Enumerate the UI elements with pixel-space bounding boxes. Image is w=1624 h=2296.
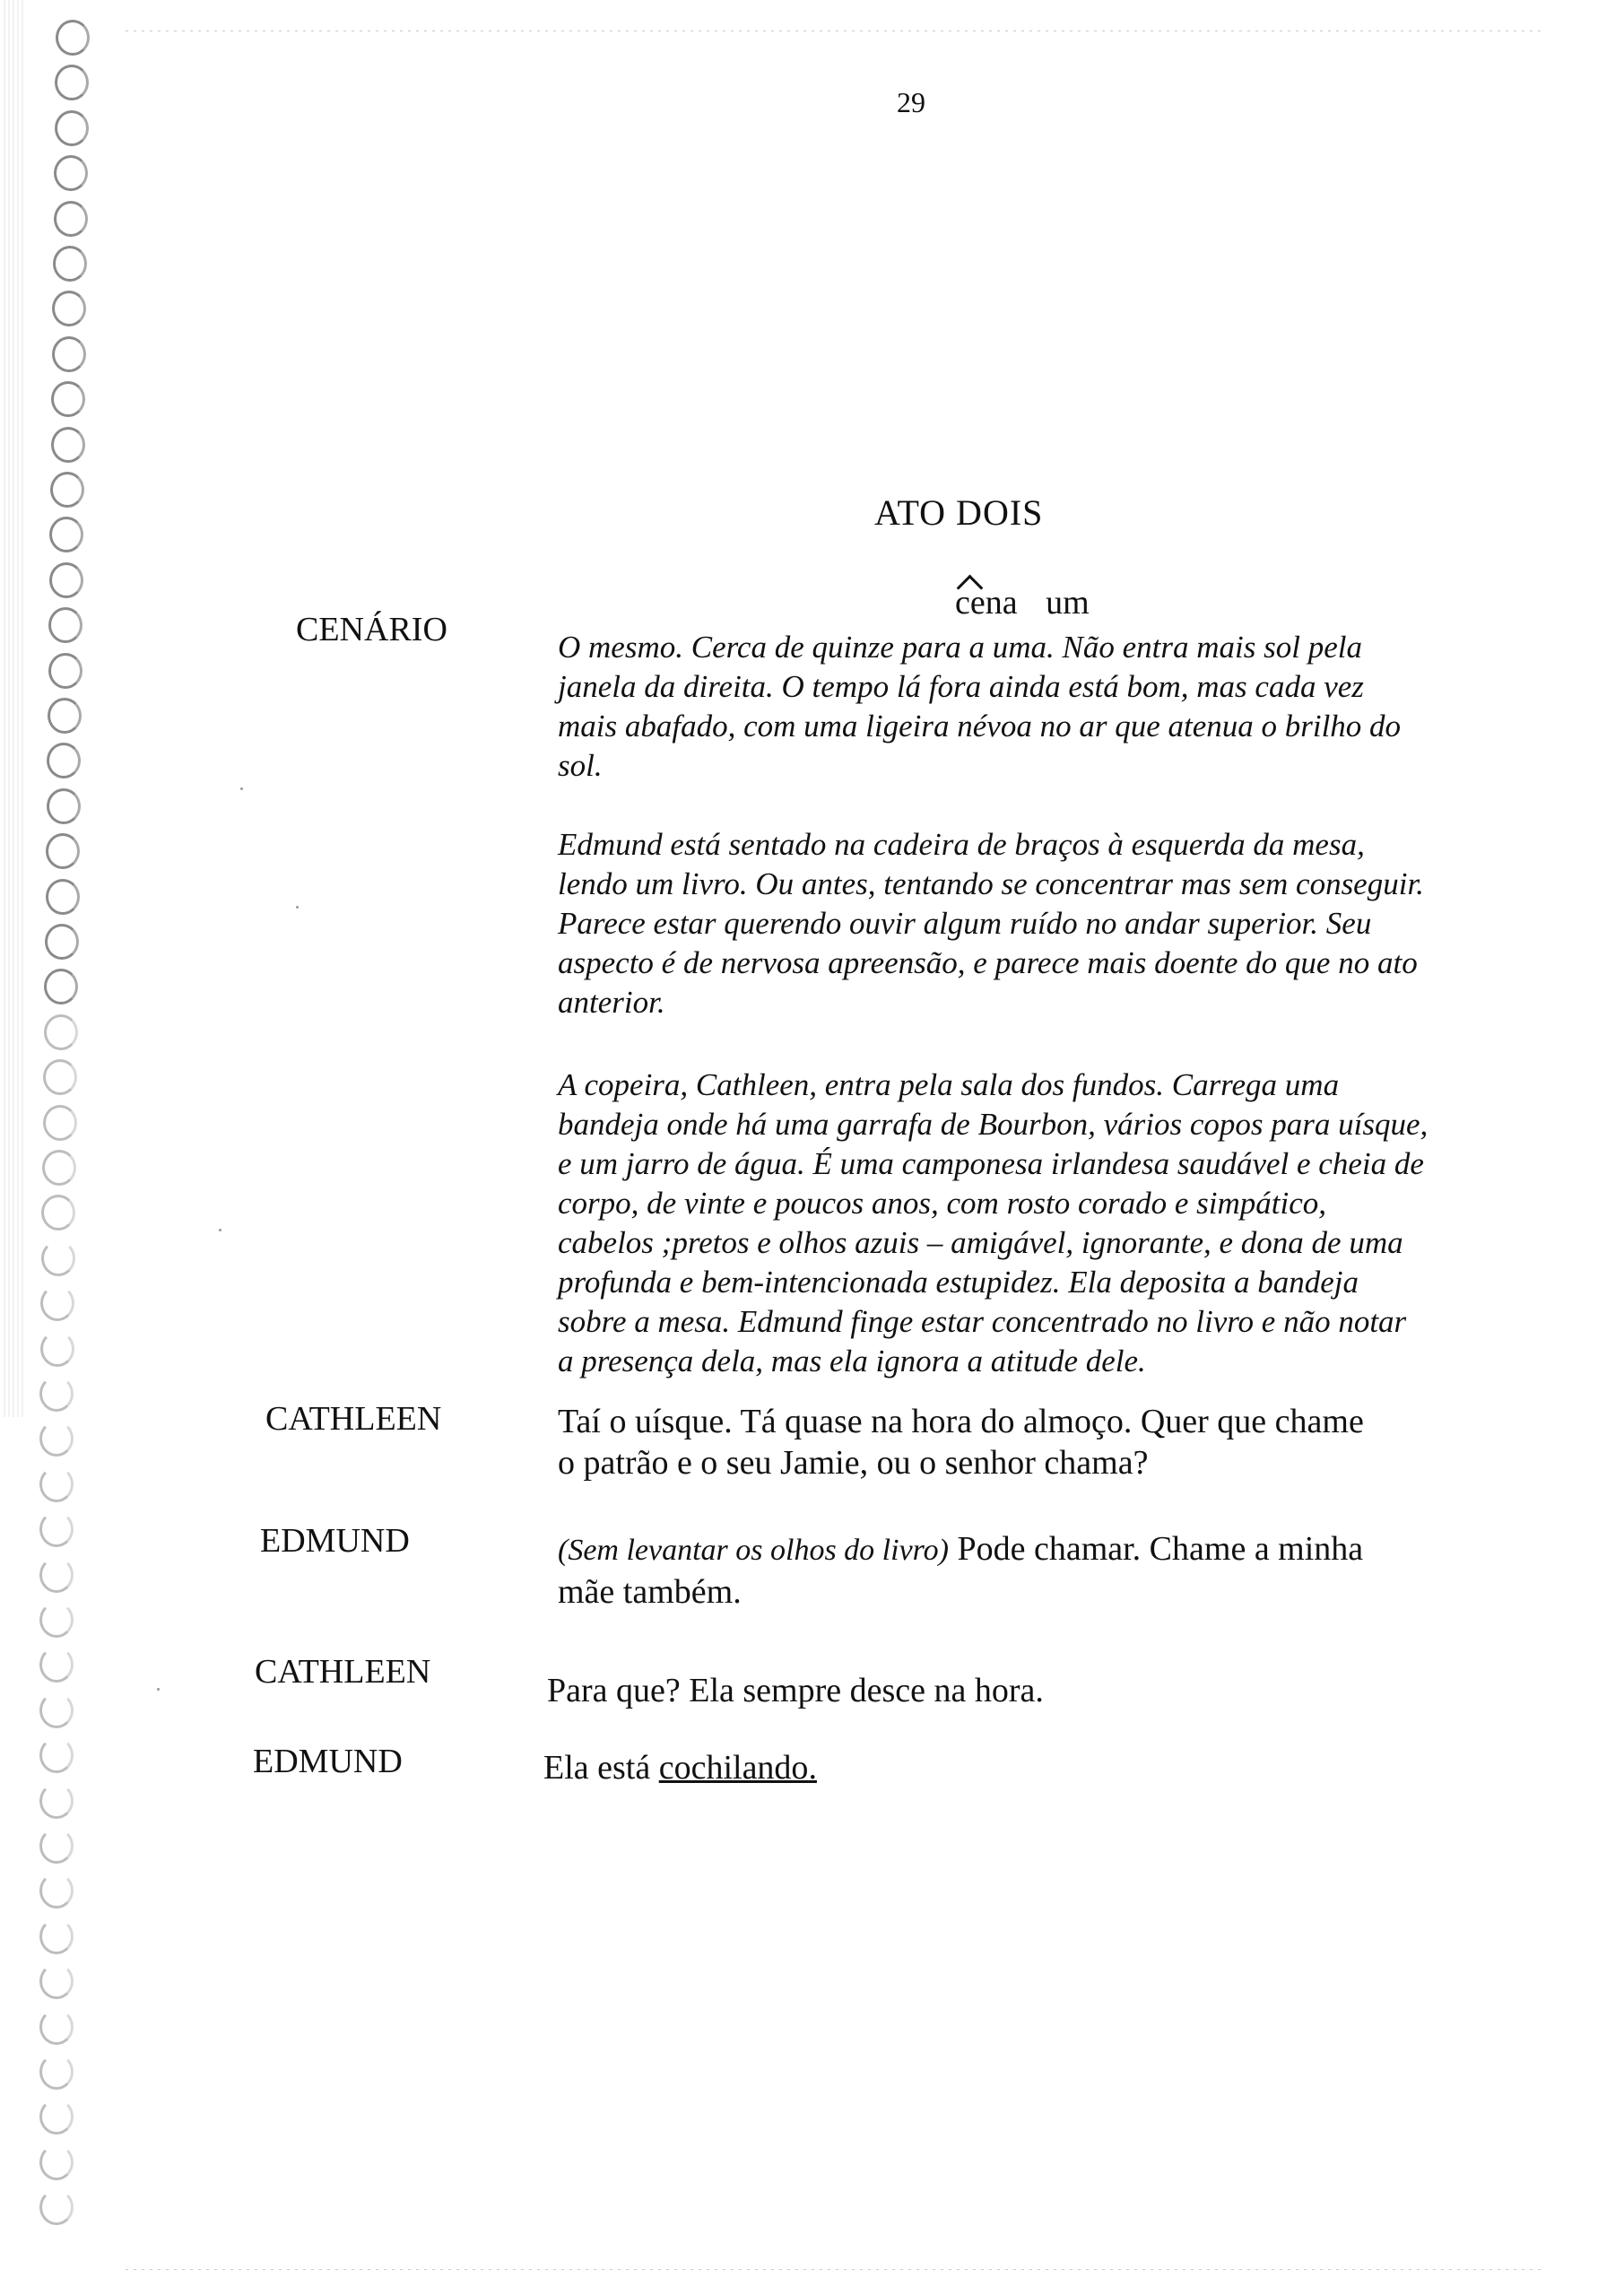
text-line: anterior.	[558, 985, 665, 1020]
dialogue-line	[547, 1670, 1471, 1711]
text-line: profunda e bem-intencionada estupidez. Ela deposita a bandeja	[558, 1265, 1359, 1300]
binding-ring	[56, 20, 90, 56]
scene-word: cena	[955, 584, 1018, 622]
text-line: janela da direita. O tempo lá fora ainda está bom, mas cada vez	[558, 669, 1364, 704]
text-line: sobre a mesa. Edmund finge estar concentrado no livro e não notar	[558, 1304, 1407, 1339]
scan-artifact-bottom	[126, 2269, 1542, 2270]
act-title: ATO DOIS	[874, 492, 1044, 533]
binding-ring	[53, 246, 87, 282]
binding-ring	[39, 1376, 74, 1412]
setting-paragraph-1	[558, 628, 1481, 786]
text-line: Taí o uísque. Tá quase na hora do almoço. Quer que chame	[558, 1403, 1364, 1440]
text-line: sol.	[558, 748, 603, 783]
binding-ring	[43, 1105, 77, 1141]
text-line: Edmund está sentado na cadeira de braços à esquerda da mesa,	[558, 827, 1365, 862]
text-line: Para que? Ela sempre desce na hora.	[547, 1672, 1044, 1709]
binding-ring	[45, 924, 79, 960]
text-line: bandeja onde há uma garrafa de Bourbon, vários copos para uísque,	[558, 1107, 1429, 1142]
text-line	[543, 1747, 1467, 1788]
binding-ring	[41, 1240, 75, 1276]
binding-ring	[48, 698, 82, 734]
scene-number: um	[1046, 584, 1090, 622]
binding-ring	[48, 653, 83, 689]
binding-ring	[39, 1602, 74, 1638]
binding-ring	[52, 336, 86, 372]
binding-ring	[40, 1331, 74, 1367]
binding-ring	[39, 1737, 74, 1773]
text-line: cabelos ;pretos e olhos azuis – amigável, ignorante, e dona de uma	[558, 1225, 1403, 1260]
punctuation: .	[808, 1749, 817, 1787]
dialogue-line	[558, 1401, 1481, 1483]
dialogue-line	[558, 1528, 1481, 1613]
speaker-name: EDMUND	[260, 1522, 410, 1560]
speaker-name: CATHLEEN	[255, 1653, 431, 1691]
binding-ring	[55, 110, 89, 146]
binding-ring	[39, 1557, 74, 1593]
scan-speck	[157, 1688, 160, 1691]
binding-ring	[39, 2054, 74, 2090]
dialogue-text: Ela está	[543, 1749, 651, 1787]
binding-ring	[39, 1963, 74, 1999]
setting-paragraph-3	[558, 1065, 1481, 1381]
scan-artifact-top	[126, 30, 1542, 31]
binding-ring	[39, 1918, 74, 1954]
struck-word: cochilando	[658, 1749, 809, 1787]
scene-title	[955, 583, 1090, 622]
binding-ring	[39, 1783, 74, 1819]
paper-edge-shadow	[4, 0, 23, 1417]
binding-ring	[49, 562, 83, 598]
binding-ring	[50, 472, 84, 508]
binding-ring	[46, 879, 80, 915]
text-line: o patrão e o seu Jamie, ou o senhor chama?	[558, 1444, 1149, 1482]
text-line: e um jarro de água. É uma camponesa irlandesa saudável e cheia de	[558, 1146, 1424, 1181]
speaker-name: CATHLEEN	[265, 1400, 442, 1438]
binding-ring	[51, 427, 85, 463]
binding-ring	[39, 1828, 74, 1864]
scan-speck	[219, 1229, 221, 1231]
scan-speck	[240, 787, 243, 790]
text-line: lendo um livro. Ou antes, tentando se concentrar mas sem conseguir.	[558, 866, 1424, 901]
binding-ring	[39, 2009, 74, 2045]
setting-paragraph-2	[558, 825, 1481, 1022]
stage-direction: (Sem levantar os olhos do livro)	[558, 1534, 949, 1567]
binding-ring	[47, 788, 81, 824]
binding-ring	[39, 2189, 74, 2225]
text-line: corpo, de vinte e poucos anos, com rosto corado e simpático,	[558, 1186, 1327, 1221]
text-line: O mesmo. Cerca de quinze para a uma. Não entra mais sol pela	[558, 630, 1362, 665]
page-number: 29	[897, 86, 925, 118]
text-line: a presença dela, mas ela ignora a atitude dele.	[558, 1344, 1146, 1378]
scan-speck	[296, 906, 299, 909]
text-line	[558, 1528, 1481, 1571]
binding-ring	[39, 1692, 74, 1728]
text-line: A copeira, Cathleen, entra pela sala dos fundos. Carrega uma	[558, 1067, 1340, 1102]
text-line: aspecto é de nervosa apreensão, e parece mais doente do que no ato	[558, 945, 1418, 980]
dialogue-line	[543, 1747, 1467, 1788]
text-line: mais abafado, com uma ligeira névoa no ar que atenua o brilho do	[558, 709, 1402, 744]
binding-ring	[42, 1150, 76, 1186]
text-line: Parece estar querendo ouvir algum ruído no andar superior. Seu	[558, 906, 1372, 941]
setting-label: CENÁRIO	[296, 611, 447, 648]
binding-ring	[39, 1466, 74, 1502]
binding-ring	[39, 1511, 74, 1547]
binding-ring	[44, 1014, 78, 1050]
binding-ring	[54, 201, 88, 237]
dialogue-text: Pode chamar. Chame a minha	[957, 1530, 1364, 1568]
speaker-name: EDMUND	[253, 1743, 403, 1780]
binding-ring	[39, 2144, 74, 2180]
text-line: mãe também.	[558, 1573, 742, 1611]
